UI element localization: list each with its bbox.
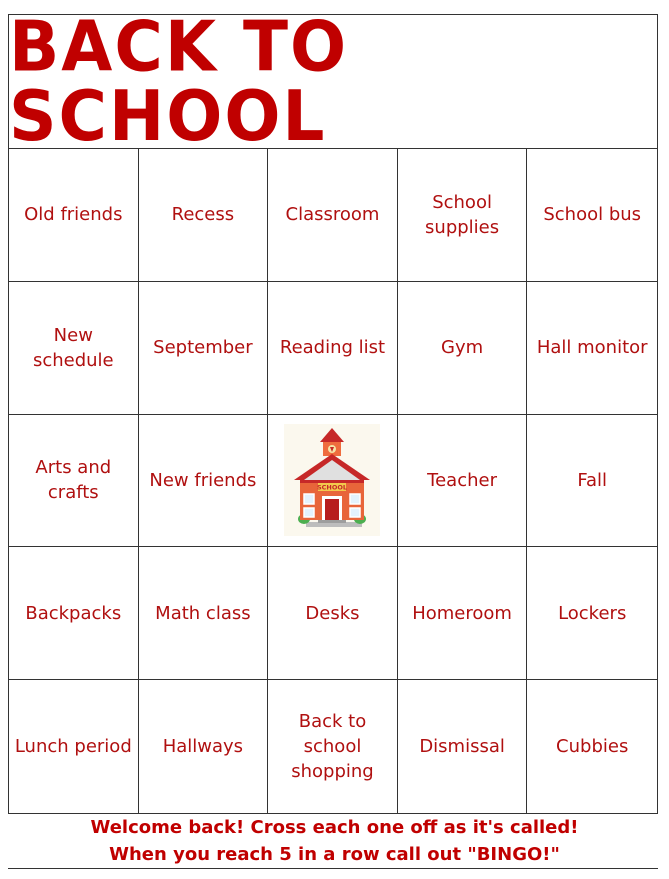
bingo-cell-homeroom[interactable]: Homeroom: [398, 547, 528, 680]
bingo-cell-school-supplies[interactable]: School supplies: [398, 149, 528, 282]
bingo-cell-desks[interactable]: Desks: [268, 547, 398, 680]
bingo-cell-new-friends[interactable]: New friends: [139, 415, 269, 548]
bingo-cell-lockers[interactable]: Lockers: [527, 547, 657, 680]
bingo-cell-dismissal[interactable]: Dismissal: [398, 680, 528, 813]
schoolhouse-icon: [284, 424, 380, 536]
bottom-divider: [8, 868, 658, 869]
bingo-cell-teacher[interactable]: Teacher: [398, 415, 528, 548]
bingo-cell-hallways[interactable]: Hallways: [139, 680, 269, 813]
bingo-cell-back-to-school-shopping[interactable]: Back to school shopping: [268, 680, 398, 813]
instructions-line-2: When you reach 5 in a row call out "BINGO!": [109, 844, 560, 865]
bingo-cell-classroom[interactable]: Classroom: [268, 149, 398, 282]
bingo-cell-arts-and-crafts[interactable]: Arts and crafts: [9, 415, 139, 548]
bingo-cell-math-class[interactable]: Math class: [139, 547, 269, 680]
bingo-cell-new-schedule[interactable]: New schedule: [9, 282, 139, 415]
bingo-cell-hall-monitor[interactable]: Hall monitor: [527, 282, 657, 415]
bingo-cell-school-bus[interactable]: School bus: [527, 149, 657, 282]
bingo-cell-old-friends[interactable]: Old friends: [9, 149, 139, 282]
bingo-card: [8, 5, 658, 814]
card-header: [9, 5, 657, 157]
bingo-cell-september[interactable]: September: [139, 282, 269, 415]
bingo-cell-cubbies[interactable]: Cubbies: [556, 736, 629, 757]
instructions: [0, 814, 669, 868]
bingo-cell-lunch-period[interactable]: Lunch period: [9, 680, 139, 813]
bingo-cell-gym[interactable]: Gym: [398, 282, 528, 415]
page-title: BACK TO SCHOOL: [9, 5, 349, 157]
bingo-cell-fall[interactable]: Fall: [527, 415, 657, 548]
bingo-grid: [9, 149, 657, 813]
svg-text:SCHOOL: SCHOOL: [317, 483, 348, 492]
bingo-cell-backpacks[interactable]: Backpacks: [9, 547, 139, 680]
instructions-line-1: Welcome back! Cross each one off as it's called!: [90, 817, 579, 838]
bingo-cell-recess[interactable]: Recess: [139, 149, 269, 282]
bingo-cell-reading-list[interactable]: Reading list: [268, 282, 398, 415]
free-space-cell: [268, 415, 398, 548]
